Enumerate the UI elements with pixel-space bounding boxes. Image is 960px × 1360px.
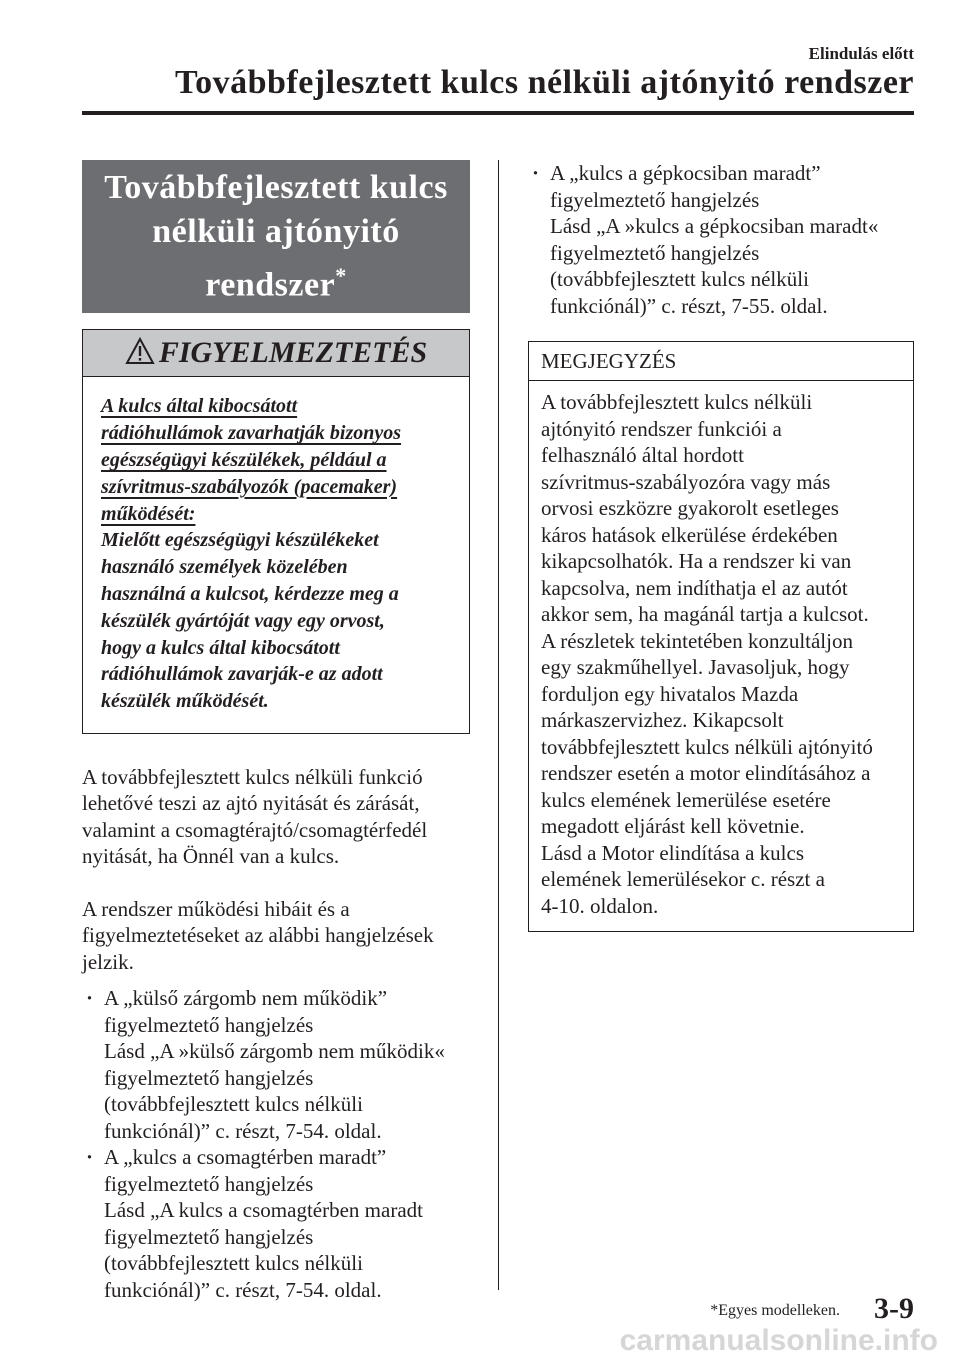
warning-line: készülék gyártóját vagy egy orvost, [101, 609, 385, 632]
warning-line: rádióhullámok zavarják-e az adott [101, 663, 383, 686]
warning-title: FIGYELMEZTETÉS [158, 336, 428, 370]
list-item [528, 160, 914, 319]
text-line: káros hatások elkerülése érdekében [541, 522, 838, 547]
left-column [82, 160, 470, 1303]
note-title: MEGJEGYZÉS [529, 342, 913, 381]
alarm-paragraph [82, 896, 470, 976]
warning-body [83, 377, 469, 733]
text-line: · A „kulcs a gépkocsiban maradt” [550, 161, 821, 185]
site-watermark: carmanualsonline.info [619, 1324, 938, 1357]
text-line: márkaszervizhez. Kikapcsolt [541, 708, 784, 732]
warning-underlined-line: szívritmus-szabályozók (pacemaker) [101, 475, 398, 498]
text-line: továbbfejlesztett kulcs nélküli ajtónyitó [541, 734, 873, 759]
text-line: A továbbfejlesztett kulcs nélküli funkció [82, 764, 423, 789]
text-line: Lásd „A »külső zárgomb nem működik« [104, 1039, 445, 1064]
right-column [528, 160, 914, 932]
text-line: egy szakműhellyel. Javasoljuk, hogy [541, 655, 850, 679]
text-line: ajtónyitó rendszer funkciói a [541, 416, 782, 441]
text-line: orvosi eszközre gyakorolt esetleges [541, 496, 839, 520]
text-line: A részletek tekintetében konzultáljon [541, 628, 853, 653]
text-line: kulcs elemének lemerülése esetére [541, 787, 831, 812]
text-line: figyelmeztető hangjelzés [104, 1065, 314, 1090]
running-header-section: Elindulás előtt [808, 44, 914, 63]
note-body [529, 381, 913, 931]
asterisk-mark: * [335, 263, 347, 288]
text-line: kikapcsolhatók. Ha a rendszer ki van [541, 549, 852, 573]
warning-line: készülék működését. [101, 690, 269, 713]
text-line: jelzik. [82, 949, 134, 974]
warning-line: Mielőtt egészségügyi készülékeket [101, 529, 379, 552]
text-line: felhasználó által hordott [541, 443, 744, 467]
text-line: A rendszer működési hibáit és a [82, 896, 350, 921]
text-line: valamint a csomagtérajtó/csomagtérfedél [82, 817, 428, 842]
text-line: akkor sem, ha magánál tartja a kulcsot. [541, 602, 869, 626]
section-title-line-2: nélküli ajtónyitó rendszer* [152, 213, 400, 304]
section-title [82, 160, 470, 313]
text-line: forduljon egy hivatalos Mazda [541, 681, 799, 706]
warning-triangle-icon [125, 337, 155, 365]
text-line: kapcsolva, nem indíthatja el az autót [541, 575, 848, 600]
warning-underlined-line: egészségügyi készülékek, például a [101, 448, 387, 471]
text-line: A továbbfejlesztett kulcs nélküli [541, 390, 813, 414]
page-number: 3-9 [874, 1292, 914, 1325]
section-title-line-1: Továbbfejlesztett kulcs [104, 169, 448, 206]
warning-underlined-line: működését: [101, 502, 196, 525]
note-box [528, 341, 914, 932]
text-line: figyelmeztető hangjelzés [104, 1012, 314, 1037]
text-line: lehetővé teszi az ajtó nyitását és zárását, [82, 791, 420, 816]
text-line: figyelmeztetéseket az alábbi hangjelzések [82, 923, 434, 948]
text-line: · A „külső zárgomb nem működik” [104, 986, 388, 1011]
alarm-list-left [82, 985, 470, 1303]
text-line: Lásd „A »kulcs a gépkocsiban maradt« [550, 214, 879, 238]
text-line: funkciónál)” c. részt, 7-54. oldal. [104, 1277, 382, 1302]
text-line: figyelmeztető hangjelzés [550, 240, 760, 265]
warning-underlined-line: rádióhullámok zavarhatják bizonyos [101, 422, 402, 445]
text-line: 4-10. oldalon. [541, 893, 659, 918]
column-divider [498, 160, 499, 1290]
running-header-title: Továbbfejlesztett kulcs nélküli ajtónyitó rendszer [175, 64, 914, 101]
text-line: nyitását, ha Önnél van a kulcs. [82, 844, 340, 869]
intro-paragraph [82, 764, 470, 870]
text-line: funkciónál)” c. részt, 7-55. oldal. [550, 293, 828, 318]
text-line: · A „kulcs a csomagtérben maradt” [104, 1145, 387, 1170]
text-line: figyelmeztető hangjelzés [550, 187, 760, 212]
text-line: figyelmeztető hangjelzés [104, 1171, 314, 1196]
list-item [82, 1144, 470, 1303]
text-line: (továbbfejlesztett kulcs nélküli [104, 1251, 363, 1276]
text-line: rendszer esetén a motor elindításához a [541, 761, 871, 785]
warning-line: használó személyek közelében [101, 556, 348, 579]
text-line: (továbbfejlesztett kulcs nélküli [550, 267, 809, 291]
warning-line: hogy a kulcs által kibocsátott [101, 636, 340, 659]
text-line: szívritmus-szabályozóra vagy más [541, 469, 831, 494]
text-line: Lásd a Motor elindítása a kulcs [541, 840, 805, 865]
footnote-models: *Egyes modelleken. [710, 1302, 840, 1319]
text-line: megadott eljárást kell követnie. [541, 814, 805, 838]
text-line: funkciónál)” c. részt, 7-54. oldal. [104, 1118, 382, 1143]
header-rule [82, 111, 914, 115]
text-line: Lásd „A kulcs a csomagtérben maradt [104, 1198, 423, 1223]
text-line: (továbbfejlesztett kulcs nélküli [104, 1092, 363, 1117]
warning-header [83, 330, 469, 377]
text-line: figyelmeztető hangjelzés [104, 1224, 314, 1249]
text-line: elemének lemerülésekor c. részt a [541, 867, 825, 891]
alarm-list-right [528, 160, 914, 319]
warning-underlined-line: A kulcs által kibocsátott [101, 395, 298, 418]
list-item [82, 985, 470, 1144]
warning-box [82, 329, 470, 734]
warning-line: használná a kulcsot, kérdezze meg a [101, 582, 399, 605]
